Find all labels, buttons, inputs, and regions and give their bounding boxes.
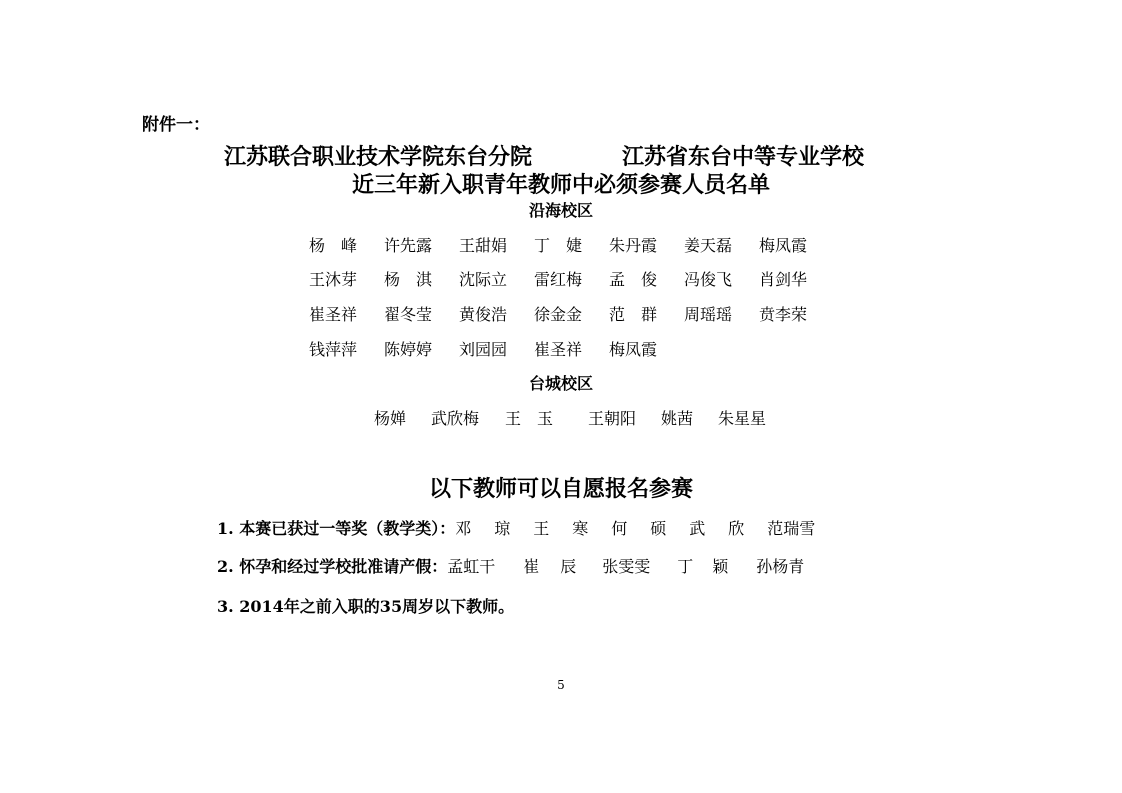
attachment-label: 附件一： (142, 115, 210, 135)
teacher-name: 刘园园 (459, 340, 508, 359)
name-row (309, 337, 684, 360)
name-row (309, 302, 834, 325)
teacher-name: 肖剑华 (759, 270, 808, 289)
name-row (309, 267, 834, 290)
teacher-name: 王朝阳 (588, 409, 637, 428)
teacher-name: 范 群 (609, 305, 658, 324)
teacher-name: 孟虹干 (447, 557, 496, 576)
teacher-name: 陈婷婷 (384, 340, 433, 359)
teacher-name: 武欣梅 (431, 409, 480, 428)
teacher-name: 何 (611, 519, 628, 538)
voluntary-heading: 以下教师可以自愿报名参赛 (428, 476, 693, 502)
voluntary-item-1 (217, 516, 815, 539)
teacher-name: 王沐芽 (309, 270, 358, 289)
teacher-name: 杨 峰 (309, 236, 358, 255)
item-label: 1. 本赛已获过一等奖（教学类）： (217, 519, 456, 538)
teacher-name: 钱萍萍 (309, 340, 358, 359)
teacher-name: 邓 (455, 519, 472, 538)
campus-heading-taicheng: 台城校区 (528, 374, 593, 393)
teacher-name: 梅凤霞 (759, 236, 808, 255)
teacher-name: 雷红梅 (534, 270, 583, 289)
teacher-name: 丁 婕 (534, 236, 583, 255)
document-title-line2: 近三年新入职青年教师中必须参赛人员名单 (351, 172, 770, 198)
teacher-name: 王甜娟 (459, 236, 508, 255)
name-row (309, 233, 834, 256)
teacher-name: 朱星星 (718, 409, 767, 428)
teacher-name: 王 (533, 519, 550, 538)
teacher-name: 丁 (677, 557, 694, 576)
teacher-name: 欣 (728, 519, 745, 538)
teacher-name: 黄俊浩 (459, 305, 508, 324)
teacher-name: 崔圣祥 (534, 340, 583, 359)
teacher-name: 颖 (712, 557, 729, 576)
teacher-name: 硕 (650, 519, 667, 538)
teacher-name: 张雯雯 (602, 557, 651, 576)
teacher-name: 崔圣祥 (309, 305, 358, 324)
title-school-b: 江苏省东台中等专业学校 (622, 144, 865, 170)
item-label: 3. 2014年之前入职的35周岁以下教师。 (217, 597, 515, 616)
teacher-name: 辰 (560, 557, 577, 576)
campus-heading-yanhai: 沿海校区 (528, 201, 593, 220)
voluntary-item-2 (217, 554, 804, 577)
teacher-name: 琼 (494, 519, 511, 538)
teacher-name: 武 (689, 519, 706, 538)
teacher-name: 崔 (523, 557, 540, 576)
teacher-name: 杨 淇 (384, 270, 433, 289)
teacher-name: 沈际立 (459, 270, 508, 289)
page-number: 5 (557, 678, 565, 692)
item-label: 2. 怀孕和经过学校批准请产假： (217, 557, 448, 576)
teacher-name: 贲李荣 (759, 305, 808, 324)
teacher-name: 孟 俊 (609, 270, 658, 289)
teacher-name: 范瑞雪 (767, 519, 816, 538)
teacher-name: 孙杨青 (756, 557, 805, 576)
teacher-name: 冯俊飞 (684, 270, 733, 289)
teacher-name: 周瑶瑶 (684, 305, 733, 324)
teacher-name: 杨婵 (374, 409, 407, 428)
name-row (374, 406, 766, 429)
teacher-name: 许先露 (384, 236, 433, 255)
teacher-name: 姜天磊 (684, 236, 733, 255)
teacher-name: 寒 (572, 519, 589, 538)
teacher-name: 翟冬莹 (384, 305, 433, 324)
teacher-name: 朱丹霞 (609, 236, 658, 255)
teacher-name: 姚茜 (661, 409, 694, 428)
teacher-name: 王 玉 (505, 409, 554, 428)
voluntary-item-3 (217, 594, 514, 617)
teacher-name: 徐金金 (534, 305, 583, 324)
title-school-a: 江苏联合职业技术学院东台分院 (224, 144, 533, 170)
teacher-name: 梅凤霞 (609, 340, 658, 359)
